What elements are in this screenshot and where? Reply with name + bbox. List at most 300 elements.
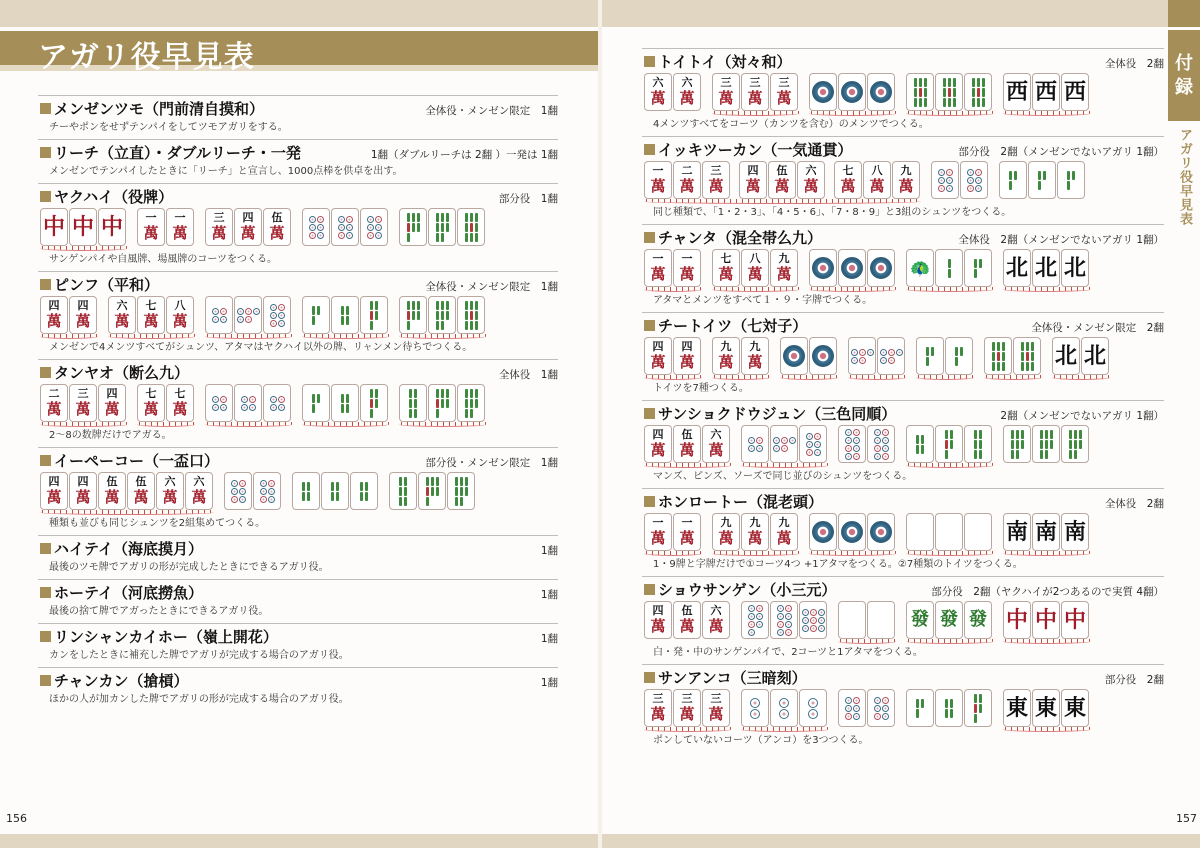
pin-dot-icon (367, 224, 374, 231)
bamboo-stick-icon (1079, 440, 1082, 449)
bamboo-stick-icon (972, 98, 975, 107)
bamboo-stick-icon (446, 301, 449, 310)
bamboo-stick-icon (979, 450, 982, 459)
man-character: 萬 (745, 177, 761, 195)
bamboo-stick-icon (417, 311, 420, 320)
bamboo-stick-icon (974, 430, 977, 439)
bamboo-stick-icon (919, 98, 922, 107)
yaku-header (642, 491, 1164, 512)
pin-dot-icon (773, 445, 780, 452)
man-tile-4 (69, 296, 97, 334)
man-character: 萬 (46, 312, 62, 330)
bamboo-stick-icon (1021, 342, 1024, 351)
man-character: 萬 (747, 529, 763, 547)
bamboo-stick-icon (370, 311, 373, 320)
pin-dot-icon (888, 349, 895, 356)
square-bullet-icon (40, 543, 51, 554)
pin-dot-icon (853, 429, 860, 436)
bamboo-stick-icon (346, 316, 349, 325)
honor-tile (1032, 513, 1060, 551)
man-numeral: 伍 (681, 604, 693, 617)
man-numeral: 三 (710, 692, 722, 705)
pin-dot-icon (748, 629, 755, 636)
pin-dot-icon (975, 177, 982, 184)
yaku-name (642, 139, 852, 160)
tile-group (205, 208, 292, 251)
bamboo-stick-icon (1021, 352, 1024, 361)
man-numeral: 九 (900, 164, 912, 177)
bamboo-stick-icon (948, 98, 951, 107)
bamboo-stick-icon (1045, 430, 1048, 439)
man-tile-6 (702, 601, 730, 639)
bamboo-sticks-icon (945, 699, 953, 718)
square-bullet-icon (644, 408, 655, 419)
pin-dots-icon (750, 698, 760, 719)
pin-dot-icon (231, 488, 238, 495)
tile-example-row (642, 337, 1164, 380)
bamboo-sticks-icon (302, 482, 310, 501)
pin-dots-icon (812, 81, 834, 103)
man-tile-9 (770, 249, 798, 287)
bamboo-stick-icon (955, 357, 958, 366)
bamboo-stick-icon (436, 311, 439, 320)
bamboo-sticks-icon (972, 78, 985, 107)
tile-group (741, 601, 828, 644)
bamboo-stick-icon (1009, 171, 1012, 180)
bamboo-stick-icon (1031, 352, 1034, 361)
bamboo-stick-icon (916, 435, 919, 444)
yaku-description: 最後の捨て牌でアガったときにできるアガリ役。 (49, 606, 269, 617)
pin-dots-icon (773, 437, 796, 452)
yaku-name-text: リーチ（立直）・ダブルリーチ・一発 (54, 144, 301, 162)
pin-dot-icon (756, 621, 763, 628)
pin-dot-icon (880, 357, 887, 364)
appendix-tab[interactable] (1168, 30, 1200, 121)
bamboo-stick-icon (960, 347, 963, 356)
honor-character: 中 (1034, 607, 1057, 633)
man-numeral: 四 (106, 387, 118, 400)
pin-dot-icon (338, 232, 345, 239)
bamboo-stick-icon (412, 223, 415, 232)
pin-dot-icon (870, 81, 892, 103)
bamboo-stick-icon (945, 430, 948, 439)
pin-dot-icon (845, 453, 852, 460)
pin-dots-icon (870, 521, 892, 543)
honor-character: 南 (1063, 519, 1086, 545)
pin-dots-icon (270, 396, 285, 411)
tile-group (906, 601, 993, 644)
man-numeral: 四 (48, 299, 60, 312)
tile-group (906, 689, 993, 732)
yaku-name (642, 227, 822, 248)
yaku-entry (38, 359, 558, 447)
pin-dots-icon (338, 216, 353, 239)
bamboo-stick-icon (943, 78, 946, 87)
pin-dot-icon (870, 257, 892, 279)
bamboo-stick-icon (365, 482, 368, 491)
man-numeral: 四 (652, 604, 664, 617)
bamboo-stick-icon (375, 399, 378, 408)
man-tile-9 (770, 513, 798, 551)
tile-group (302, 296, 389, 339)
bamboo-sticks-icon (436, 301, 449, 330)
bamboo-sticks-icon (312, 306, 320, 325)
pin-dot-icon (270, 312, 277, 319)
tile-example-row (642, 425, 1164, 468)
pin-tile-9 (799, 601, 827, 639)
honor-character: 北 (1005, 255, 1028, 281)
bamboo-stick-icon (475, 223, 478, 232)
appendix-tab-char-2: 録 (1175, 76, 1193, 98)
man-numeral: 四 (681, 340, 693, 353)
man-numeral: 一 (652, 252, 664, 265)
sou-tile-9 (1013, 337, 1041, 375)
bamboo-stick-icon (919, 78, 922, 87)
bamboo-stick-icon (979, 440, 982, 449)
pin-dot-icon (938, 169, 945, 176)
pin-dot-icon (882, 453, 889, 460)
bamboo-stick-icon (465, 477, 468, 486)
man-character: 萬 (803, 177, 819, 195)
square-bullet-icon (40, 191, 51, 202)
bamboo-stick-icon (465, 487, 468, 496)
pin-dot-icon (812, 521, 834, 543)
man-numeral: 一 (681, 516, 693, 529)
pin-dot-icon (779, 709, 789, 719)
bamboo-stick-icon (414, 399, 417, 408)
yaku-description: 最後のツモ牌でアガリの形が完成したときにできるアガリ役。 (49, 562, 329, 573)
yaku-name (38, 142, 301, 163)
man-character: 萬 (143, 312, 159, 330)
pin-dot-icon (270, 320, 277, 327)
man-tile-9 (892, 161, 920, 199)
sou-tile-4 (935, 689, 963, 727)
bamboo-stick-icon (916, 709, 919, 718)
tile-group (1003, 513, 1090, 556)
pin-tile-1 (809, 337, 837, 375)
bamboo-stick-icon (341, 404, 344, 413)
bamboo-stick-icon (336, 492, 339, 501)
sou-tile-5 (360, 384, 388, 422)
pin-dot-icon (239, 480, 246, 487)
bamboo-stick-icon (924, 98, 927, 107)
honor-character: 北 (1054, 343, 1077, 369)
pin-dot-icon (967, 177, 974, 184)
bamboo-stick-icon (404, 487, 407, 496)
pin-dot-icon (260, 488, 267, 495)
bamboo-stick-icon (470, 321, 473, 330)
man-character: 萬 (869, 177, 885, 195)
man-character: 萬 (718, 265, 734, 283)
honor-character: 西 (1063, 79, 1086, 105)
square-bullet-icon (40, 587, 51, 598)
square-bullet-icon (40, 455, 51, 466)
bamboo-stick-icon (455, 497, 458, 506)
bamboo-stick-icon (431, 477, 434, 486)
bamboo-stick-icon (475, 213, 478, 222)
pin-dot-icon (270, 396, 277, 403)
man-numeral: 九 (749, 516, 761, 529)
man-numeral: 八 (871, 164, 883, 177)
bamboo-sticks-icon (331, 482, 339, 501)
yaku-name (38, 670, 189, 691)
tile-group (292, 472, 379, 515)
pin-dot-icon (845, 705, 852, 712)
pin-dots-icon (806, 433, 821, 456)
man-numeral: 伍 (135, 475, 147, 488)
sou-tile-7 (399, 296, 427, 334)
yaku-entry (642, 488, 1164, 576)
honor-tile (1032, 249, 1060, 287)
man-character: 萬 (747, 265, 763, 283)
man-tile-7 (137, 296, 165, 334)
bamboo-stick-icon (436, 321, 439, 330)
man-tile-3 (741, 73, 769, 111)
bamboo-stick-icon (1074, 430, 1077, 439)
man-tile-8 (166, 296, 194, 334)
tile-group (40, 384, 127, 427)
man-tile-1 (644, 249, 672, 287)
man-tile-1 (644, 513, 672, 551)
pin-dot-icon (845, 445, 852, 452)
tile-group (712, 513, 799, 556)
bamboo-stick-icon (465, 321, 468, 330)
yaku-entry (642, 136, 1164, 224)
bamboo-stick-icon (997, 352, 1000, 361)
yaku-han-info: 2翻（メンゼンでないアガリ 1翻） (1000, 410, 1164, 422)
pin-tile-6 (331, 208, 359, 246)
pin-tile-1 (809, 249, 837, 287)
pin-dot-icon (367, 216, 374, 223)
bamboo-stick-icon (1011, 450, 1014, 459)
tile-group (399, 208, 486, 251)
pin-dot-icon (814, 441, 821, 448)
pin-dot-icon (975, 169, 982, 176)
bamboo-sticks-icon (1009, 171, 1017, 190)
yaku-entry (38, 95, 558, 139)
pin-dots-icon (845, 429, 860, 460)
pin-dot-icon (967, 169, 974, 176)
tile-group (1003, 601, 1090, 644)
man-character: 萬 (708, 177, 724, 195)
pin-dot-icon (249, 396, 256, 403)
pin-dot-icon (212, 396, 219, 403)
bamboo-stick-icon (974, 440, 977, 449)
tile-group (809, 513, 896, 556)
yaku-entry (38, 667, 558, 711)
bamboo-sticks-icon (407, 213, 420, 242)
bamboo-stick-icon (997, 342, 1000, 351)
bamboo-stick-icon (1045, 440, 1048, 449)
yaku-name (642, 667, 807, 688)
yaku-header (642, 579, 1164, 600)
sou-tile-4 (321, 472, 349, 510)
bamboo-stick-icon (312, 306, 315, 315)
pin-dot-icon (375, 232, 382, 239)
square-bullet-icon (644, 56, 655, 67)
bamboo-stick-icon (974, 450, 977, 459)
bamboo-stick-icon (441, 233, 444, 242)
man-tile-5 (673, 425, 701, 463)
pin-tile-8 (838, 425, 866, 463)
yaku-description: 2～8の数牌だけでアガる。 (49, 430, 172, 441)
bamboo-stick-icon (953, 88, 956, 97)
honor-character: 西 (1034, 79, 1057, 105)
man-numeral: 四 (652, 340, 664, 353)
appendix-tab-char-1: 付 (1175, 52, 1193, 74)
bamboo-sticks-icon (341, 394, 349, 413)
man-tile-4 (739, 161, 767, 199)
pin-dot-icon (882, 445, 889, 452)
man-tile-8 (863, 161, 891, 199)
bamboo-stick-icon (916, 445, 919, 454)
man-tile-9 (712, 513, 740, 551)
pin-dots-icon (777, 605, 792, 636)
bamboo-stick-icon (977, 78, 980, 87)
man-tile-6 (702, 425, 730, 463)
pin-dot-icon (278, 304, 285, 311)
yaku-name-text: リンシャンカイホー（嶺上開花） (54, 628, 278, 646)
bamboo-sticks-icon (914, 78, 927, 107)
yaku-name-text: チャンタ（混全帯么九） (658, 229, 822, 247)
pin-dots-icon (212, 396, 227, 411)
tile-group (906, 73, 993, 116)
bamboo-stick-icon (426, 497, 429, 506)
pin-dot-icon (975, 185, 982, 192)
man-tile-4 (673, 337, 701, 375)
man-tile-5 (127, 472, 155, 510)
pin-dot-icon (375, 216, 382, 223)
bamboo-stick-icon (346, 394, 349, 403)
bamboo-sticks-icon (974, 430, 982, 459)
yaku-han-info: 部分役 1翻 (498, 193, 558, 205)
tile-group (712, 337, 770, 380)
bamboo-stick-icon (979, 704, 982, 713)
white-dragon-tile (964, 513, 992, 551)
yaku-name-text: ピンフ（平和） (54, 276, 160, 294)
sou-tile-3 (945, 337, 973, 375)
pin-dot-icon (967, 185, 974, 192)
honor-tile (1032, 73, 1060, 111)
pin-dot-icon (812, 345, 834, 367)
man-tile-5 (98, 472, 126, 510)
bamboo-stick-icon (436, 213, 439, 222)
man-character: 萬 (172, 224, 188, 242)
bamboo-stick-icon (1002, 342, 1005, 351)
pin-tile-1 (809, 73, 837, 111)
tile-group (644, 689, 731, 732)
bamboo-sticks-icon (341, 306, 349, 325)
yaku-header (642, 227, 1164, 248)
pin-dot-icon (812, 81, 834, 103)
man-tile-3 (69, 384, 97, 422)
yaku-name (38, 626, 278, 647)
bamboo-stick-icon (948, 78, 951, 87)
tile-group (906, 425, 993, 468)
yaku-name (38, 362, 189, 383)
yaku-name-text: サンアンコ（三暗刻） (658, 669, 807, 687)
pin-dots-icon (812, 257, 834, 279)
pin-dot-icon (309, 216, 316, 223)
yaku-han-info: 部分役 2翻 (1104, 674, 1164, 686)
yaku-han-info: 1翻 (540, 677, 558, 689)
pin-tile-4 (263, 384, 291, 422)
sou-tile-9 (935, 73, 963, 111)
page-title: アガリ役早見表 (38, 40, 255, 75)
bamboo-sticks-icon (399, 477, 407, 506)
man-numeral: 七 (842, 164, 854, 177)
bamboo-stick-icon (302, 482, 305, 491)
bamboo-stick-icon (336, 482, 339, 491)
man-tile-5 (768, 161, 796, 199)
yaku-description: アタマとメンツをすべて１・９・字牌でつくる。 (653, 295, 873, 306)
pin-tile-7 (741, 601, 769, 639)
man-numeral: 三 (652, 692, 664, 705)
pin-dot-icon (220, 316, 227, 323)
bamboo-stick-icon (465, 233, 468, 242)
bamboo-stick-icon (426, 487, 429, 496)
man-character: 萬 (650, 177, 666, 195)
man-numeral: 伍 (106, 475, 118, 488)
tile-group (780, 337, 838, 380)
pin-tile-6 (867, 689, 895, 727)
pin-tile-4 (741, 425, 769, 463)
man-tile-1 (137, 208, 165, 246)
man-tile-4 (69, 472, 97, 510)
man-numeral: 四 (48, 475, 60, 488)
man-character: 萬 (104, 400, 120, 418)
tile-gap (731, 161, 739, 199)
bamboo-stick-icon (1011, 430, 1014, 439)
bamboo-stick-icon (375, 301, 378, 310)
bamboo-stick-icon (441, 389, 444, 398)
bamboo-stick-icon (1050, 440, 1053, 449)
pin-tile-1 (867, 513, 895, 551)
bamboo-stick-icon (977, 98, 980, 107)
pin-dot-icon (241, 396, 248, 403)
pin-dots-icon (874, 429, 889, 460)
bamboo-stick-icon (302, 492, 305, 501)
bamboo-stick-icon (436, 487, 439, 496)
sou-tile-9 (964, 73, 992, 111)
man-numeral: 九 (749, 340, 761, 353)
honor-character: 中 (71, 214, 94, 240)
pin-dot-icon (268, 480, 275, 487)
sou-tile-8 (428, 208, 456, 246)
bamboo-stick-icon (404, 477, 407, 486)
yaku-han-info: 1翻 (540, 545, 558, 557)
tile-group (1003, 73, 1090, 116)
pin-dot-icon (853, 705, 860, 712)
pin-dot-icon (317, 216, 324, 223)
pin-dot-icon (756, 613, 763, 620)
man-numeral: 三 (681, 692, 693, 705)
pin-dot-icon (785, 613, 792, 620)
tile-group (644, 73, 702, 116)
bamboo-stick-icon (1038, 181, 1041, 190)
bamboo-stick-icon (341, 316, 344, 325)
bamboo-sticks-icon (1038, 171, 1046, 190)
bamboo-stick-icon (407, 311, 410, 320)
man-character: 萬 (747, 353, 763, 371)
pin-tile-5 (877, 337, 905, 375)
bamboo-stick-icon (1021, 440, 1024, 449)
right-page-yaku-list (642, 48, 1164, 752)
bamboo-stick-icon (465, 311, 468, 320)
bamboo-stick-icon (312, 404, 315, 413)
sou-tile-9 (457, 208, 485, 246)
man-numeral: 九 (720, 340, 732, 353)
